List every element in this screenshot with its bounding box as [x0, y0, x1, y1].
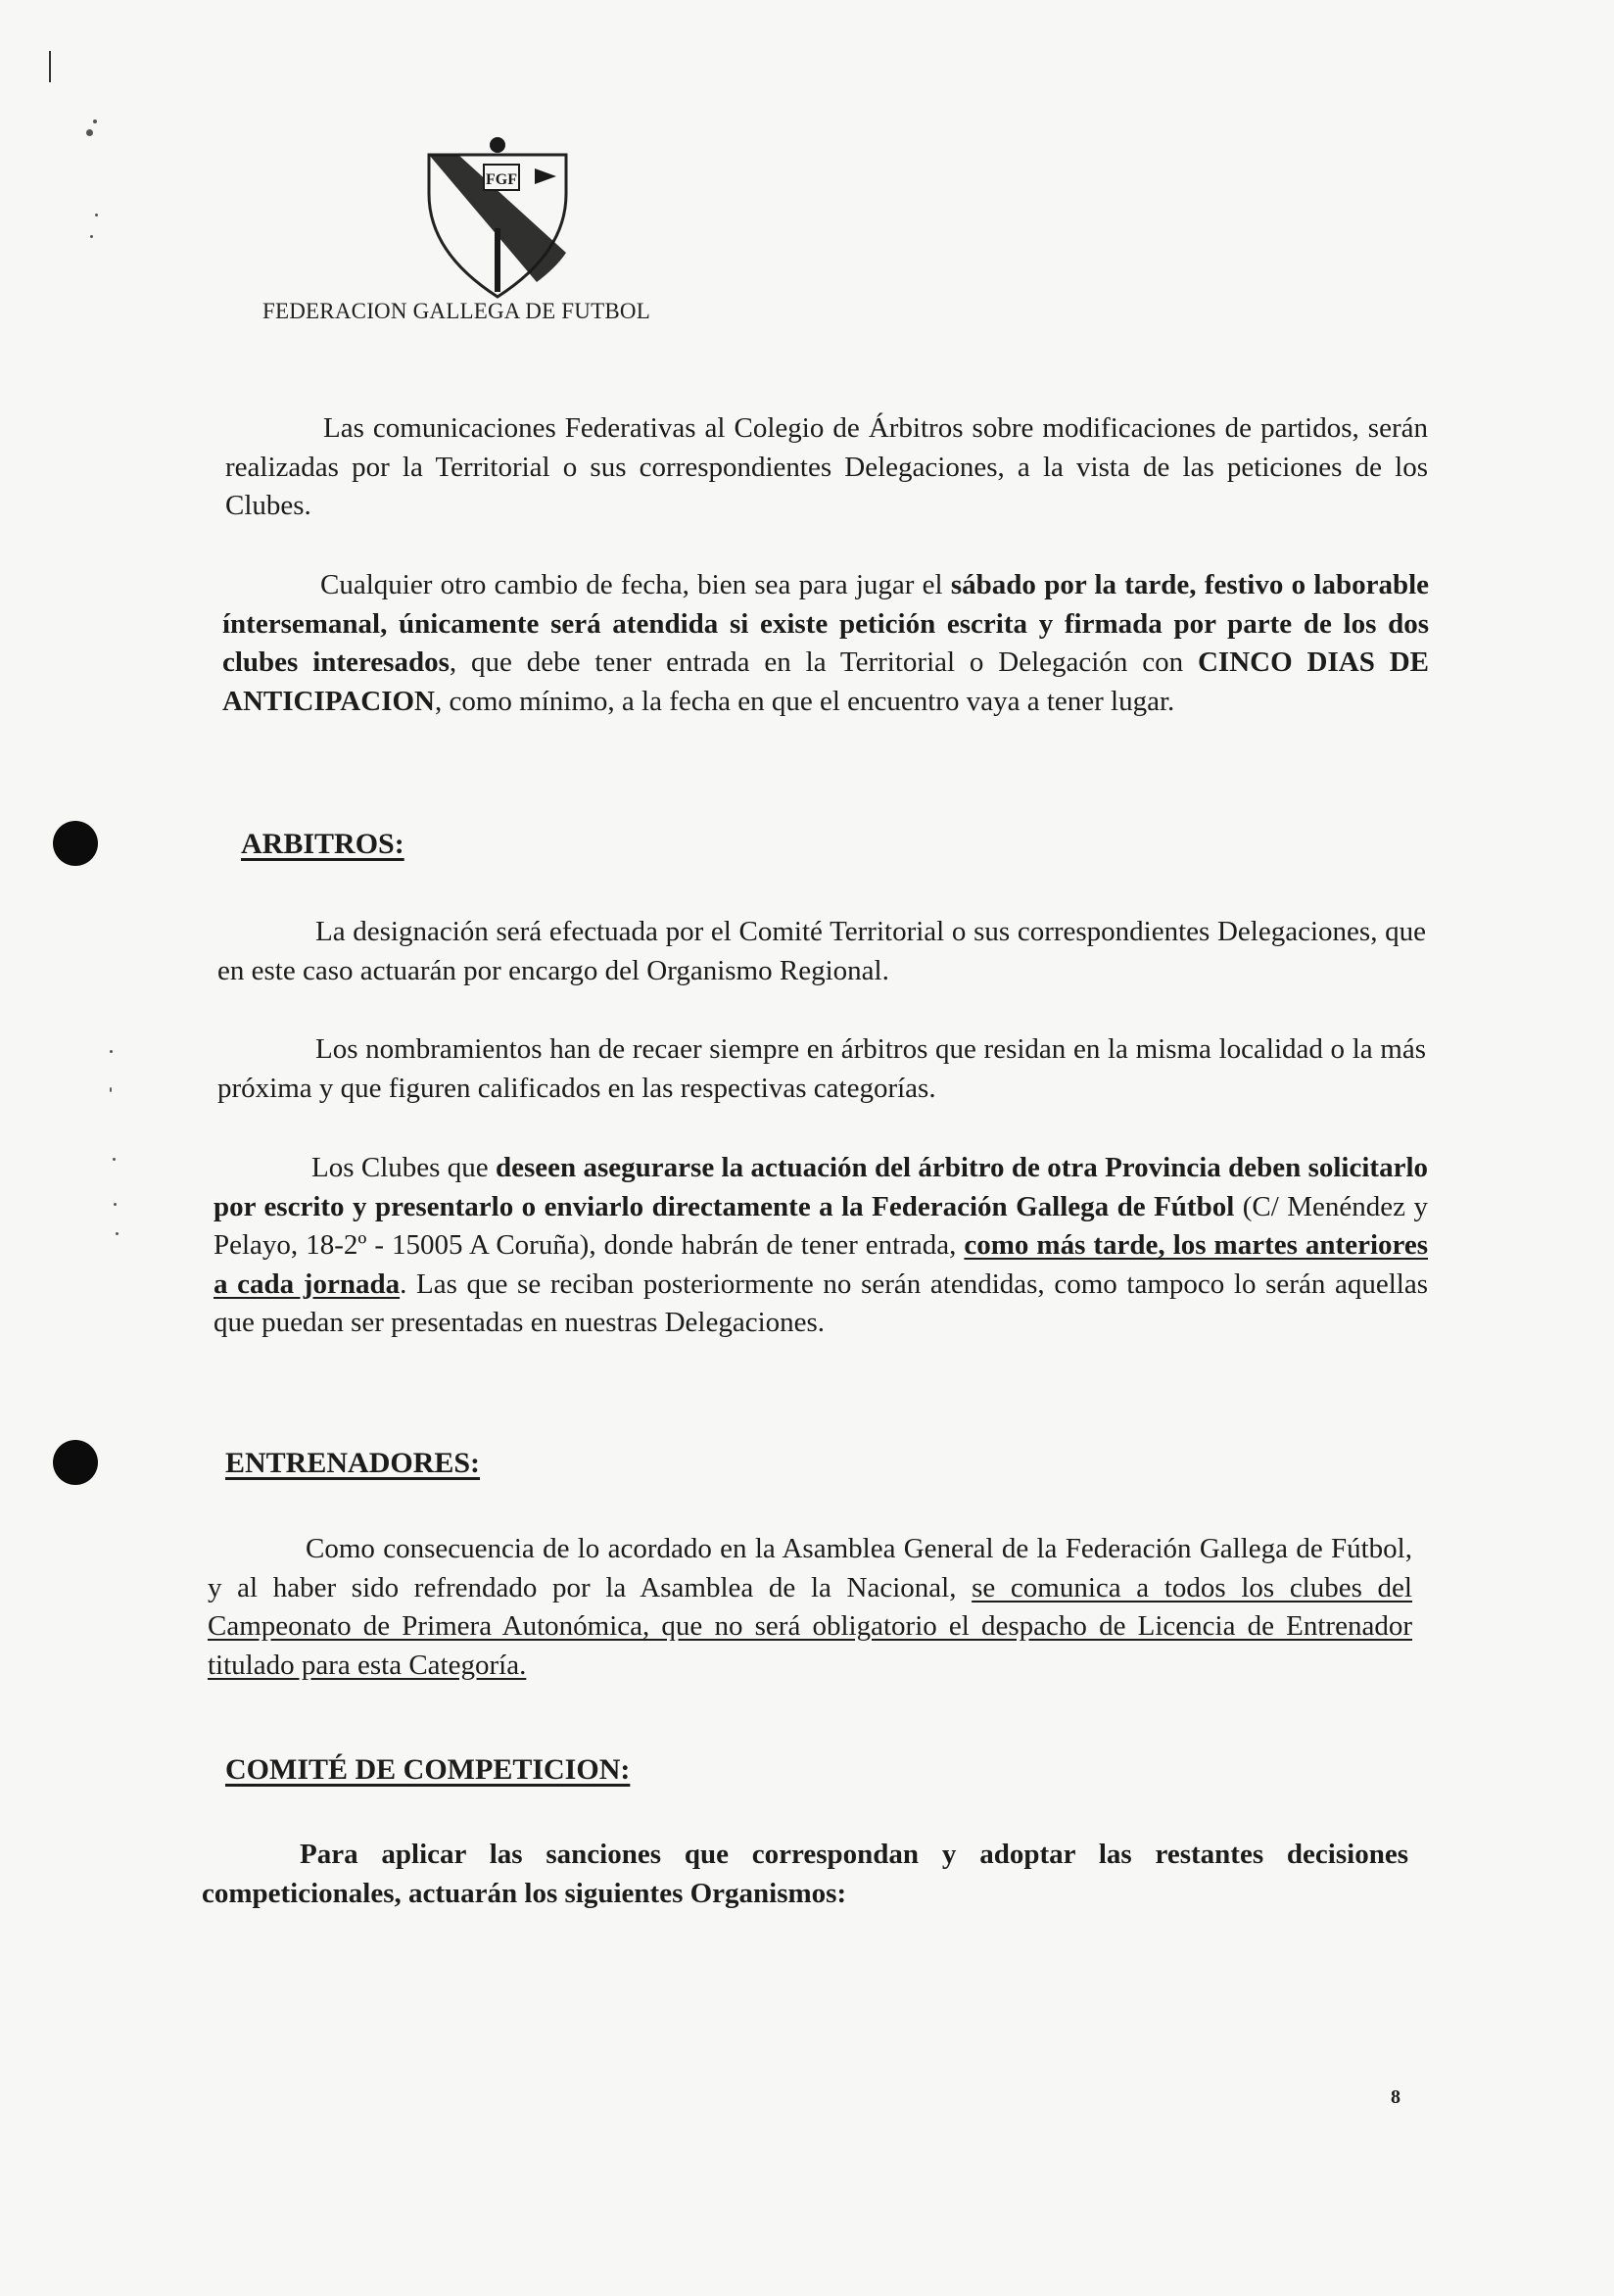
- scan-mark: [49, 51, 51, 82]
- text-run: Como consecuencia de lo acordado en la Asamblea General de la Federación Gallega de Fútbol, y al haber sido refrendado por la Asamblea de la Nacional,: [208, 1533, 1412, 1603]
- scan-speck: [86, 129, 93, 136]
- bold-run: CINCO DIAS DE ANTICIPACION: [222, 646, 1429, 717]
- text-run: . Las que se reciban posteriormente no serán atendidas, como tampoco lo serán aquellas que puedan ser presentadas en nuestras Delegaciones.: [214, 1268, 1428, 1338]
- scan-speck: [110, 1087, 112, 1092]
- scan-speck: [93, 120, 97, 123]
- paragraph-text: La designación será efectuada por el Comité Territorial o sus correspondientes Delegaciones, que en este caso actuarán por encargo del Organismo Regional.: [217, 916, 1426, 986]
- section-title-comite: COMITÉ DE COMPETICION:: [225, 1753, 631, 1786]
- scan-speck: [116, 1232, 119, 1235]
- paragraph-text: Para aplicar las sanciones que correspondan y adoptar las restantes decisiones competicionales, actuarán los siguientes Organismos:: [202, 1839, 1408, 1909]
- intro-paragraph-2: [222, 566, 1429, 721]
- bold-run: deseen asegurarse la actuación del árbitro de otra Provincia deben solicitarlo por escrito y presentarlo o enviarlo directamente a la Federación Gallega de Fútbol: [214, 1152, 1429, 1222]
- text-run: , que debe tener entrada en la Territorial o Delegación con: [449, 646, 1198, 678]
- fgf-shield-logo: [419, 135, 576, 302]
- scan-speck: [110, 1050, 113, 1053]
- bold-run: sábado por la tarde, festivo o laborable íntersemanal, únicamente será atendida si existe petición escrita y firmada por parte de los dos clubes interesados: [222, 569, 1429, 678]
- scan-speck: [90, 235, 93, 238]
- text-run: (C/ Menéndez y Pelayo, 18-2º - 15005 A Coruña), donde habrán de tener entrada,: [214, 1190, 1428, 1261]
- section-title-entrenadores: ENTRENADORES:: [225, 1447, 481, 1479]
- section-title-arbitros: ARBITROS:: [241, 828, 404, 860]
- paragraph-text: Las comunicaciones Federativas al Colegio de Árbitros sobre modificaciones de partidos, serán realizadas por la Territorial o sus correspondientes Delegaciones, a la vista de las peticiones de los Clubes.: [225, 412, 1428, 521]
- svg-text:FGF: FGF: [486, 171, 517, 188]
- scan-speck: [113, 1158, 116, 1161]
- scan-speck: [95, 214, 98, 216]
- intro-paragraph-1: [225, 409, 1428, 526]
- arbitros-paragraph-3: [214, 1149, 1428, 1343]
- comite-paragraph-1: [202, 1836, 1408, 1913]
- paragraph-text: Los nombramientos han de recaer siempre en árbitros que residan en la misma localidad o la más próxima y que figuren calificados en las respectivas categorías.: [217, 1033, 1426, 1104]
- arbitros-paragraph-2: [217, 1030, 1426, 1108]
- text-run: , como mínimo, a la fecha en que el encuentro vaya a tener lugar.: [434, 685, 1175, 717]
- section-bullet: [53, 1440, 98, 1485]
- page-number: 8: [1391, 2086, 1400, 2108]
- federation-name: FEDERACION GALLEGA DE FUTBOL: [262, 299, 650, 323]
- scan-speck: [114, 1203, 117, 1206]
- text-run: Cualquier otro cambio de fecha, bien sea para jugar el: [320, 569, 951, 600]
- text-run: Los Clubes que: [311, 1152, 496, 1183]
- entrenadores-paragraph-1: [208, 1530, 1412, 1685]
- underlined-bold-run: como más tarde, los martes anteriores a cada jornada: [214, 1229, 1429, 1300]
- section-bullet: [53, 821, 98, 866]
- arbitros-paragraph-1: [217, 913, 1426, 990]
- underlined-run: se comunica a todos los clubes del Campeonato de Primera Autonómica, que no será obligatorio el despacho de Licencia de Entrenador titulado para esta Categoría.: [208, 1571, 1412, 1681]
